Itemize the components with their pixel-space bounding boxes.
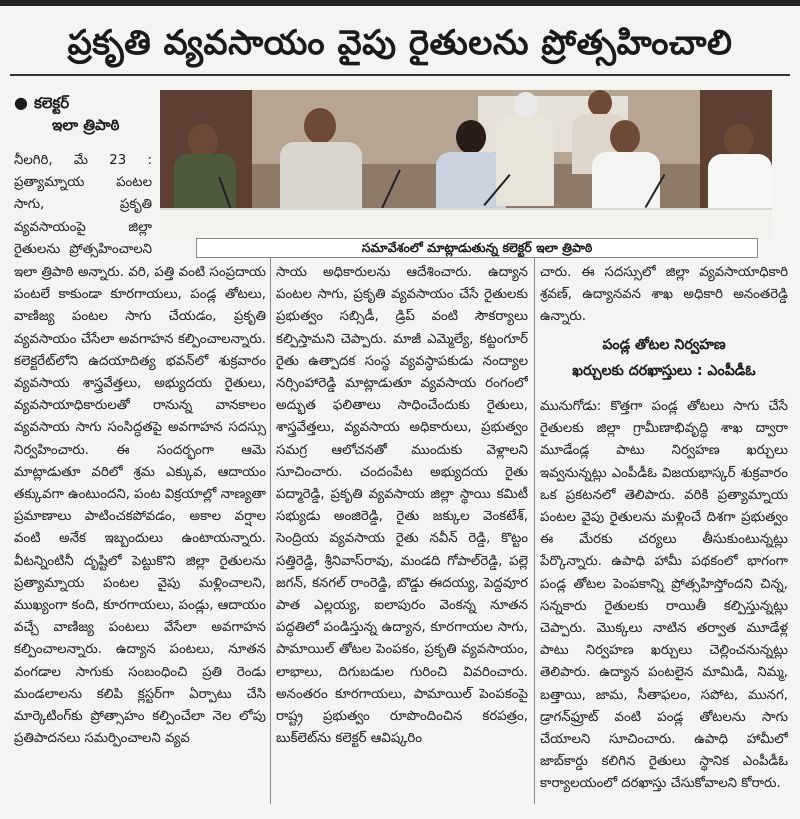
subhead [540,332,788,384]
byline-name: ఇలా త్రిపాఠి [52,116,120,134]
article-intro-text: నీలగిరి, మే 23 : ప్రత్యామ్నాయ పంటల సాగు, ప్రకృతి వ్యవసాయంపై జిల్లా రైతులను ప్రోత్సహించాలని [14,153,152,257]
byline-designation: కలెక్టర్ [33,94,70,112]
article-column-1-text: ఇలా త్రిపాఠి అన్నారు. వరి, పత్తి వంటి సంప్రదాయ పంటలే కాకుండా కూరగాయలు, పండ్ల తోటలు, వాణిజ్య పంటల సాగు చేయడం, ప్రకృతి వ్యవసాయం చేసేలా అవగాహన కల్పించాలన్నారు. కలెక్టరేట్‌లోని ఉదయాదిత్య భవన్‌లో శుక్రవారం వ్యవసాయ శాస్త్రవేత్తలు, అభ్యుదయ రైతులు, వ్యవసాయాధికారులతో రానున్న వానకాలం వ్యవసాయ సాగు సంసిద్ధతపై అవగాహన సదస్సు నిర్వహించారు. ఈ సందర్భంగా ఆమె మాట్లాడుతూ వరిలో శ్రమ ఎక్కువ, ఆదాయం తక్కువగా ఉంటుందని, పంట విక్రయాల్లో నాణ్యతా ప్రమాణాలు పాటించకపోవడం, అకాల వర్షాల వంటి అనేక ఇబ్బందులు ఉంటాయన్నారు. వీటన్నింటినీ దృష్టిలో పెట్టుకొని జిల్లా రైతులను ప్రత్యామ్నాయ పంటల వైపు మళ్లించాలని, ముఖ్యంగా కంది, కూరగాయలు, పండ్లు, ఆదాయం వచ్చే వాణిజ్య పంటలు వేసేలా అవగాహన కల్పించాలన్నారు. ఉద్యాన పంటలు, నూతన వంగడాల సాగుకు సంబంధించి ప్రతి రెండు మండలాలను కలిపి క్లస్టర్‌గా ఏర్పాటు చేసి మార్కెటింగ్‌కు ప్రోత్సాహం కల్పించేలా నెల లోపు ప్రతిపాదనలు సమర్పించాలని వ్యవ [14,265,266,747]
column-divider [534,258,535,804]
article-column-3-top [540,262,788,330]
top-rule [0,0,800,6]
byline [14,92,154,136]
article-column-2 [276,262,528,802]
subhead-line1: పండ్ల తోటల నిర్వహణ [602,337,726,353]
article-column-2-text: సాయ అధికారులను ఆదేశించారు. ఉద్యాన పంటల సాగు, ప్రకృతి వ్యవసాయం చేసే రైతులకు ప్రభుత్వం సబ్సిడీ, డ్రిప్ వంటి సౌకర్యాలు కల్పిస్తామని చెప్పారు. మాజీ ఎమ్మెల్యే, కట్టంగూర్ రైతు ఉత్పాదక సంస్థ వ్యవస్థాపకుడు నంద్యాల నర్సింహారెడ్డి మాట్లాడుతూ వ్యవసాయ రంగంలో అద్భుత ఫలితాలు సాధించేందుకు రైతులు, శాస్త్రవేత్తలు, వ్యవసాయ అధికారులు, ప్రభుత్వం సమగ్ర ఆలోచనతో ముందుకు వెళ్లాలని సూచించారు. చందంపేట అభ్యుదయ రైతు పద్మారెడ్డి, ప్రకృతి వ్యవసాయ జిల్లా స్థాయి కమిటీ సభ్యుడు అంజిరెడ్డి, రైతు జక్కుల వెంకటేశ్, సెంద్రియ వ్యవసాయ రైతు నవీన్ రెడ్డి, కొట్టం సత్తిరెడ్డి, శ్రీనివాస్‌రావు, మండది గోపాల్‌రెడ్డి, పల్లె జగన్, కనగల్ రాంరెడ్డి, బొడ్డు ఈదయ్య, పెద్దవూర పాత ఎల్లయ్య, ఐలాపురం వెంకన్న నూతన పద్ధతిలో పండిస్తున్న ఉద్యాన, కూరగాయల సాగు, పామాయిల్ తోటల పెంపకం, ప్రకృతి వ్యవసాయం, లాభాలు, దిగుబడుల గురించి వివరించారు. అనంతరం కూరగాయలు, పామాయిల్ పెంపకంపై రాష్ట్ర ప్రభుత్వం రూపొందించిన కరపత్రం, బుక్‌లెట్‌ను కలెక్టర్ ఆవిష్కరిం [276,265,528,747]
meeting-photo [160,90,772,240]
headline: ప్రకృతి వ్యవసాయం వైపు రైతులను ప్రోత్సహించాలి [67,23,733,63]
subhead-line2: ఖర్చులకు దరఖాస్తులు : ఎంపీడీఓ [572,363,756,379]
article-column-3-text: మునుగోడు: కొత్తగా పండ్ల తోటలు సాగు చేసే రైతులకు జిల్లా గ్రామీణాభివృద్ధి శాఖ ద్వారా మూడేండ్ల పాటు నిర్వహణ ఖర్చులు ఇవ్వనున్నట్లు ఎంపీడీఓ విజయభాస్కర్ శుక్రవారం ఒక ప్రకటనలో తెలిపారు. వరికి ప్రత్యామ్నాయ పంటల వైపు రైతులను మళ్లించే దిశగా ప్రభుత్వం ఈ మేరకు చర్యలు తీసుకుంటున్నట్లు పేర్కొన్నారు. ఉపాధి హామీ పథకంలో భాగంగా పండ్ల తోటల పెంపకాన్ని ప్రోత్సహిస్తోందని చిన్న, సన్నకారు రైతులకు రాయితీ కల్పిస్తున్నట్లు చెప్పారు. మొక్కలు నాటిన తర్వాత మూడేళ్ల పాటు నిర్వహణ ఖర్చులు చెల్లించనున్నట్లు తెలిపారు. ఉద్యాన పంటలైన మామిడి, నిమ్మ, బత్తాయి, జామ, సీతాఫలం, సపోట, మునగ, డ్రాగన్‌ఫ్రూట్ వంటి పండ్ల తోటలను సాగు చేయాలని సూచించారు. ఉపాధి హామీలో జాబ్‌కార్డు కలిగిన రైతులు స్థానిక ఎంపీడీఓ కార్యాలయంలో దరఖాస్తు చేసుకోవాలని కోరారు. [540,399,788,792]
photo-caption: సమావేశంలో మాట్లాడుతున్న కలెక్టర్ ఇలా త్రిపాఠి [196,238,758,258]
headline-rule [10,74,790,76]
article-column-1 [14,262,266,802]
bullet-icon: ● [14,93,28,112]
article-column-3-top-text: చారు. ఈ సదస్సులో జిల్లా వ్యవసాయాధికారి శ్రవణ్, ఉద్యానవన శాఖ అధికారి అనంతరెడ్డి ఉన్నారు. [540,265,788,325]
article-intro [14,150,152,258]
article-column-3 [540,396,788,802]
column-divider [270,258,271,804]
photo-table [160,208,772,240]
